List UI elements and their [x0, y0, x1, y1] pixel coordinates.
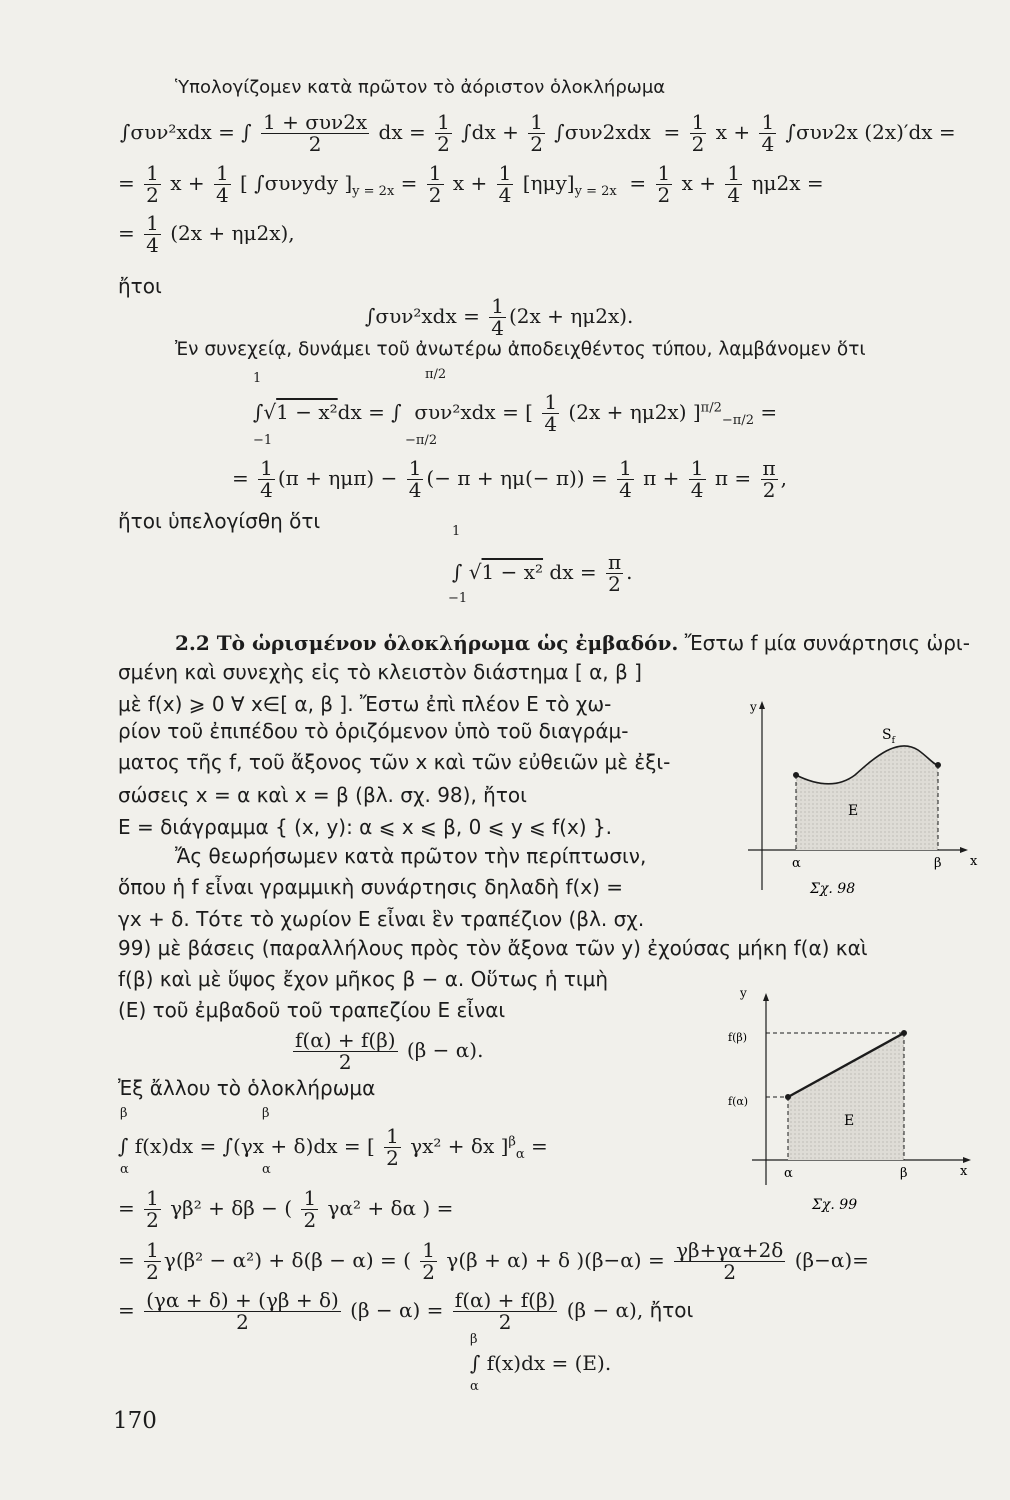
section-line-13: (Ε) τοῦ ἐμβαδοῦ τοῦ τραπεζίου Ε εἶναι [118, 998, 506, 1022]
section-line-5: ματος τῆς f, τοῦ ἄξονος τῶν x καὶ τῶν εὐθειῶν μὲ ἐξι- [118, 750, 671, 774]
equation-line-3: = $\frac{1}{4}$ (2x + ημ2x), [118, 211, 295, 257]
figure-98 [740, 695, 980, 905]
x-label-98: x [970, 854, 978, 869]
fb-label-99: f(β) [728, 1031, 748, 1044]
trapezoid-region-99 [788, 1033, 904, 1160]
equation-line-4: ∫√1 − x²dx = ∫ συν²xdx = [ $\frac{1}{4}$ (2x + ημ2x) ]$^{\pi/2}_{-\pi/2}$ = [253, 390, 778, 436]
equation-line-6: ∫ f(x)dx = ∫(γx + δ)dx = [ $\frac{1}{2}$ γx² + δx ]$^\beta_\alpha$ = [118, 1124, 548, 1170]
equation-line-1: ∫συν²xdx = ∫ 1 + συν2x 2 dx = $\frac{1}{2}$ ∫dx + $\frac{1}{2}$ ∫συν2xdx = $\frac{1}{2}$ x + $\frac{1}{4}$ ∫συν2x (2x)′dx = [120, 110, 956, 156]
equation-line-8: = $\frac{1}{2}$ γ(β² − α²) + δ(β − α) = ( $\frac{1}{2}$ γ(β + α) + δ )(β−α) = $\frac{\gamma\beta+\gamma\alpha+2\delta}{2}$ (β−α)= [118, 1238, 869, 1284]
textbook-page: Ὑπολογίζομεν κατὰ πρῶτον τὸ ἀόριστον ὁλοκλήρωμα ∫συν²xdx = ∫ 1 + συν2x 2 dx = $\frac{1}{2}$ ∫dx + $\frac{1}{2}$ ∫συν2xdx = $\frac{1}{2}$ x + $\frac{1}{4}$ ∫συν2x (2x)′dx = = $\frac{1}{2}$ x + $\frac{1}{4}$ [ ∫συνydy ]$_{y = 2x}$ = $\frac{1}{2}$ x + $\frac{1}{4}$ $[\eta\mu y]_{y = 2x}$ = $\frac{1}{2}$ x + $\frac{1}{4}$ ημ2x = = $\frac{1}{4}$ (2x + ημ2x), ἤτοι ∫συν²xdx = $\frac{1}{4}$ (2x + ημ2x). Ἐν συνεχείᾳ, δυνάμει τοῦ ἀνωτέρω ἀποδειχθέντος τύπου, λαμβάνομεν ὅτι 1 π/2 ∫√1 − x²dx = ∫ συν²xdx = [ $\frac{1}{4}$ (2x + ημ2x) ]$^{\pi/2}_{-\pi/2}$ = −1 −π/2 = $\frac{1}{4}$ (π + ημπ) − $\frac{1}{4}$ (− π + ημ(− π)) = $\frac{1}{4}$ π + $\frac{1}{4}$ π = $\frac{\pi}{2}$ , ἤτοι ὑπελογίσθη ὅτι 1 ∫ √1 − x² dx = $\frac{\pi}{2}$ . −1 2.2 Τὸ ὡρισμένον ὁλοκλήρωμα ὡς ἐμβαδόν. Ἔστω f μία συνάρτησις ὡρι- σμένη καὶ συνεχὴς εἰς τὸ κλειστὸν διάστημα [ α, β ] μὲ f(x) ⩾ 0 ∀ x∈[ α, β ]. Ἔστω ἐπὶ πλέον Ε τὸ χω- ρίον τοῦ ἐπιπέδου τὸ ὁριζόμενον ὑπὸ τοῦ διαγράμ- ματος τῆς f, τοῦ ἄξονος τῶν x καὶ τῶν εὐθειῶν μὲ ἐξι- σώσεις x = α καὶ x = β (βλ. σχ. 98), ἤτοι Ε = διάγραμμα { (x, y): α ⩽ x ⩽ β, 0 ⩽ y ⩽ f(x) }. Ἄς θεωρήσωμεν κατὰ πρῶτον τὴν περίπτωσιν, ὅπου ἡ f εἶναι γραμμικὴ συνάρτησις δηλαδὴ f(x) = γx + δ. Τότε τὸ χωρίον Ε εἶναι ἓν τραπέζιον (βλ. σχ. 99) μὲ βάσεις (παραλλήλους πρὸς τὸν ἄξονα τῶν y) ἐχούσας μήκη f(α) καὶ f(β) καὶ μὲ ὕψος ἔχον μῆκος β − α. Οὕτως ἡ τιμὴ (Ε) τοῦ ἐμβαδοῦ τοῦ τραπεζίου Ε εἶναι $\frac{f(\alpha) + f(\beta)}{2}$ (β − α). Ἐξ ἄλλου τὸ ὁλοκλήρωμα β β ∫ f(x)dx = ∫(γx + δ)dx = [ $\frac{1}{2}$ γx² + δx ]$^\beta_\alpha$ = α α = $\frac{1}{2}$ γβ² + δβ − ( $\frac{1}{2}$ γα² + δα ) = = $\frac{1}{2}$ γ(β² − α²) + δ(β − α) = ( $\frac{1}{2}$ γ(β + α) + δ )(β−α) = $\frac{\gamma\beta+\gamma\alpha+2\delta}{2}$ (β−α)= = $\frac{(\gamma\alpha + \delta) + (\gamma\beta + \delta)}{2}$ (β − α) = $\frac{f(\alpha) + f(\beta)}{2}$ (β − α), ἤτοι β ∫ f(x)dx = (Ε). α 170 y x $S_f$ E α β Σχ. 98 y x f(β) f(α) E α β Σχ. 99 [0, 0, 1010, 1500]
computed-text: ἤτοι ὑπελογίσθη ὅτι [118, 509, 321, 533]
y-label-98: y [750, 700, 757, 714]
section-line-9: ὅπου ἡ f εἶναι γραμμικὴ συνάρτησις δηλαδὴ f(x) = [118, 875, 624, 899]
section-line-11: 99) μὲ βάσεις (παραλλήλους πρὸς τὸν ἄξονα τῶν y) ἐχούσας μήκη f(α) καὶ [118, 936, 868, 960]
equation-line-9: = $\frac{(\gamma\alpha + \delta) + (\gamma\beta + \delta)}{2}$ (β − α) = $\frac{f(\alpha) + f(\beta)}{2}$ (β − α), ἤτοι [118, 1288, 694, 1334]
section-line-6: σώσεις x = α καὶ x = β (βλ. σχ. 98), ἤτοι [118, 783, 527, 807]
other-hand-line: Ἐξ ἄλλου τὸ ὁλοκλήρωμα [118, 1076, 376, 1100]
equation-final: ∫ f(x)dx = (Ε). [470, 1351, 612, 1375]
region-e-98 [796, 746, 938, 850]
section-line-4: ρίον τοῦ ἐπιπέδου τὸ ὁριζόμενον ὑπὸ τοῦ διαγράμ- [118, 719, 629, 743]
equation-line-5: = $\frac{1}{4}$ (π + ημπ) − $\frac{1}{4}$ (− π + ημ(− π)) = $\frac{1}{4}$ π + $\frac{1}{4}$ π = $\frac{\pi}{2}$ , [232, 456, 788, 502]
caption-99: Σχ. 99 [812, 1197, 858, 1213]
x-label-99: x [960, 1164, 968, 1179]
section-line-2: σμένη καὶ συνεχὴς εἰς τὸ κλειστὸν διάστημα [ α, β ] [118, 660, 642, 684]
hetoi-word: ἤτοι [118, 274, 162, 298]
equation-result-1: ∫συν²xdx = $\frac{1}{4}$ (2x + ημ2x). [365, 294, 634, 340]
trapezoid-formula: $\frac{f(\alpha) + f(\beta)}{2}$ (β − α). [295, 1028, 484, 1074]
section-line-10: γx + δ. Τότε τὸ χωρίον Ε εἶναι ἓν τραπέζιον (βλ. σχ. [118, 907, 645, 931]
section-line-3: μὲ f(x) ⩾ 0 ∀ x∈[ α, β ]. Ἔστω ἐπὶ πλέον Ε τὸ χω- [118, 692, 612, 716]
section-line-12: f(β) καὶ μὲ ὕψος ἔχον μῆκος β − α. Οὕτως ἡ τιμὴ [118, 967, 609, 991]
fa-label-99: f(α) [728, 1095, 749, 1108]
equation-line-7: = $\frac{1}{2}$ γβ² + δβ − ( $\frac{1}{2}$ γα² + δα ) = [118, 1186, 454, 1232]
intro-line: Ὑπολογίζομεν κατὰ πρῶτον τὸ ἀόριστον ὁλοκλήρωμα [175, 77, 666, 98]
section-line-7: Ε = διάγραμμα { (x, y): α ⩽ x ⩽ β, 0 ⩽ y ⩽ f(x) }. [118, 815, 613, 839]
alpha-label-99: α [784, 1166, 793, 1181]
region-label-99: E [844, 1113, 855, 1129]
region-label-98: E [848, 803, 859, 819]
alpha-label-98: α [792, 856, 801, 871]
continuation-line: Ἐν συνεχείᾳ, δυνάμει τοῦ ἀνωτέρω ἀποδειχθέντος τύπου, λαμβάνομεν ὅτι [175, 339, 866, 360]
section-line-8: Ἄς θεωρήσωμεν κατὰ πρῶτον τὴν περίπτωσιν, [175, 844, 647, 868]
page-number: 170 [113, 1408, 157, 1434]
figure-99 [722, 985, 982, 1215]
section-heading: 2.2 Τὸ ὡρισμένον ὁλοκλήρωμα ὡς ἐμβαδόν. [175, 631, 679, 655]
curve-label-98: $S_f$ [882, 727, 895, 746]
caption-98: Σχ. 98 [810, 881, 856, 897]
equation-result-2: ∫ √1 − x² dx = $\frac{\pi}{2}$ . [452, 550, 633, 596]
beta-label-99: β [900, 1166, 908, 1181]
section-heading-line: 2.2 Τὸ ὡρισμένον ὁλοκλήρωμα ὡς ἐμβαδόν. Ἔστω f μία συνάρτησις ὡρι- [175, 631, 970, 655]
y-label-99: y [740, 986, 747, 1000]
equation-line-2: = $\frac{1}{2}$ x + $\frac{1}{4}$ [ ∫συνydy ]$_{y = 2x}$ = $\frac{1}{2}$ x + $\frac{1}{4}$ $[\eta\mu y]_{y = 2x}$ = $\frac{1}{2}$ x + $\frac{1}{4}$ ημ2x = [118, 161, 824, 207]
beta-label-98: β [934, 856, 942, 871]
